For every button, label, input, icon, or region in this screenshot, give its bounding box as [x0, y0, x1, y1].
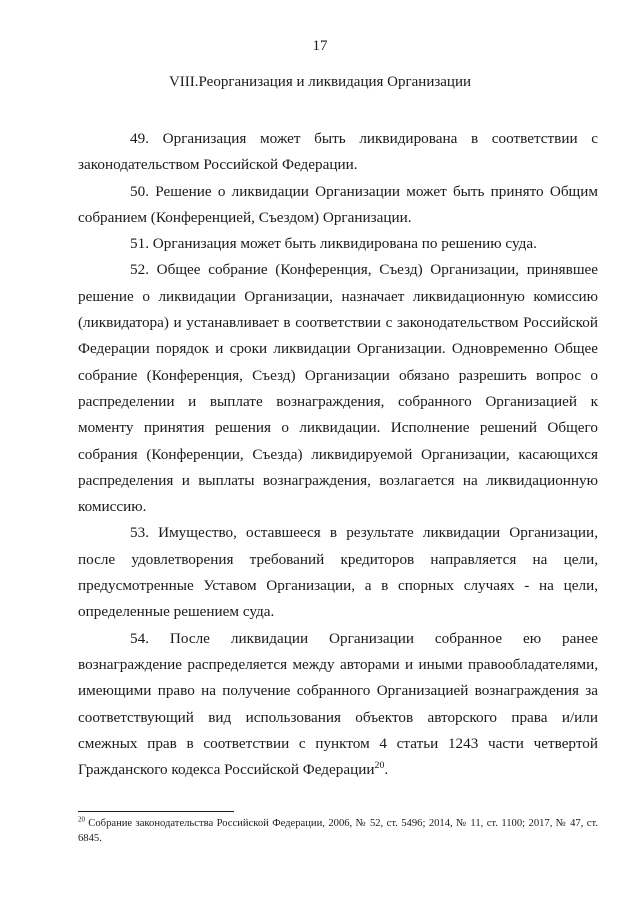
- footnote-divider: [78, 811, 234, 812]
- page-number: 17: [312, 38, 328, 54]
- paragraph-54: [78, 626, 598, 784]
- footnote-reference[interactable]: 20: [374, 760, 385, 772]
- paragraph-53: 53. Имущество, оставшееся в результате ликвидации Организации, после удовлетворения требований кредиторов направляется на цели, предусмотренные Уставом Организации, а в спорных случаях - на цели, определенные решением суда.: [78, 524, 598, 621]
- footnote: [78, 816, 598, 846]
- section-title: VIII.Реорганизация и ликвидация Организации: [168, 74, 472, 90]
- paragraph-54-text: 54. После ликвидации Организации собранное ею ранее вознаграждение распределяется между авторами и иными правообладателями, имеющими право на получение собранного Организацией вознаграждения за соответствующий вид использования объектов авторского права и/или смежных прав в соответствии с пунктом 4 статьи 1243 части четвертой Гражданского кодекса Российской Федерации: [78, 629, 598, 779]
- paragraph-54-end: .: [384, 761, 389, 779]
- paragraph-49: 49. Организация может быть ликвидирована в соответствии с законодательством Российской Федерации.: [78, 130, 598, 174]
- paragraph-50: 50. Решение о ликвидации Организации может быть принято Общим собранием (Конференцией, Съездом) Организации.: [78, 182, 598, 226]
- paragraph-51: 51. Организация может быть ликвидирована по решению суда.: [130, 235, 537, 253]
- document-body: [78, 126, 598, 783]
- footnote-text: Собрание законодательства Российской Федерации, 2006, № 52, ст. 5496; 2014, № 11, ст. 1100; 2017, № 47, ст. 6845.: [78, 818, 598, 844]
- footnote-marker: 20: [78, 816, 85, 824]
- paragraph-52: 52. Общее собрание (Конференция, Съезд) Организации, принявшее решение о ликвидации Организации, назначает ликвидационную комиссию (ликвидатора) и устанавливает в соответствии с законодательством Российской Федерации порядок и сроки ликвидации Организации. Одновременно Общее собрание (Конференция, Съезд) Организации обязано разрешить вопрос о распределении и выплате вознаграждения, собранного Организацией к моменту принятия решения о ликвидации. Исполнение решений Общего собрания (Конференции, Съезда) ликвидируемой Организации, касающихся распределения и выплаты вознаграждения, возлагается на ликвидационную комиссию.: [78, 261, 598, 516]
